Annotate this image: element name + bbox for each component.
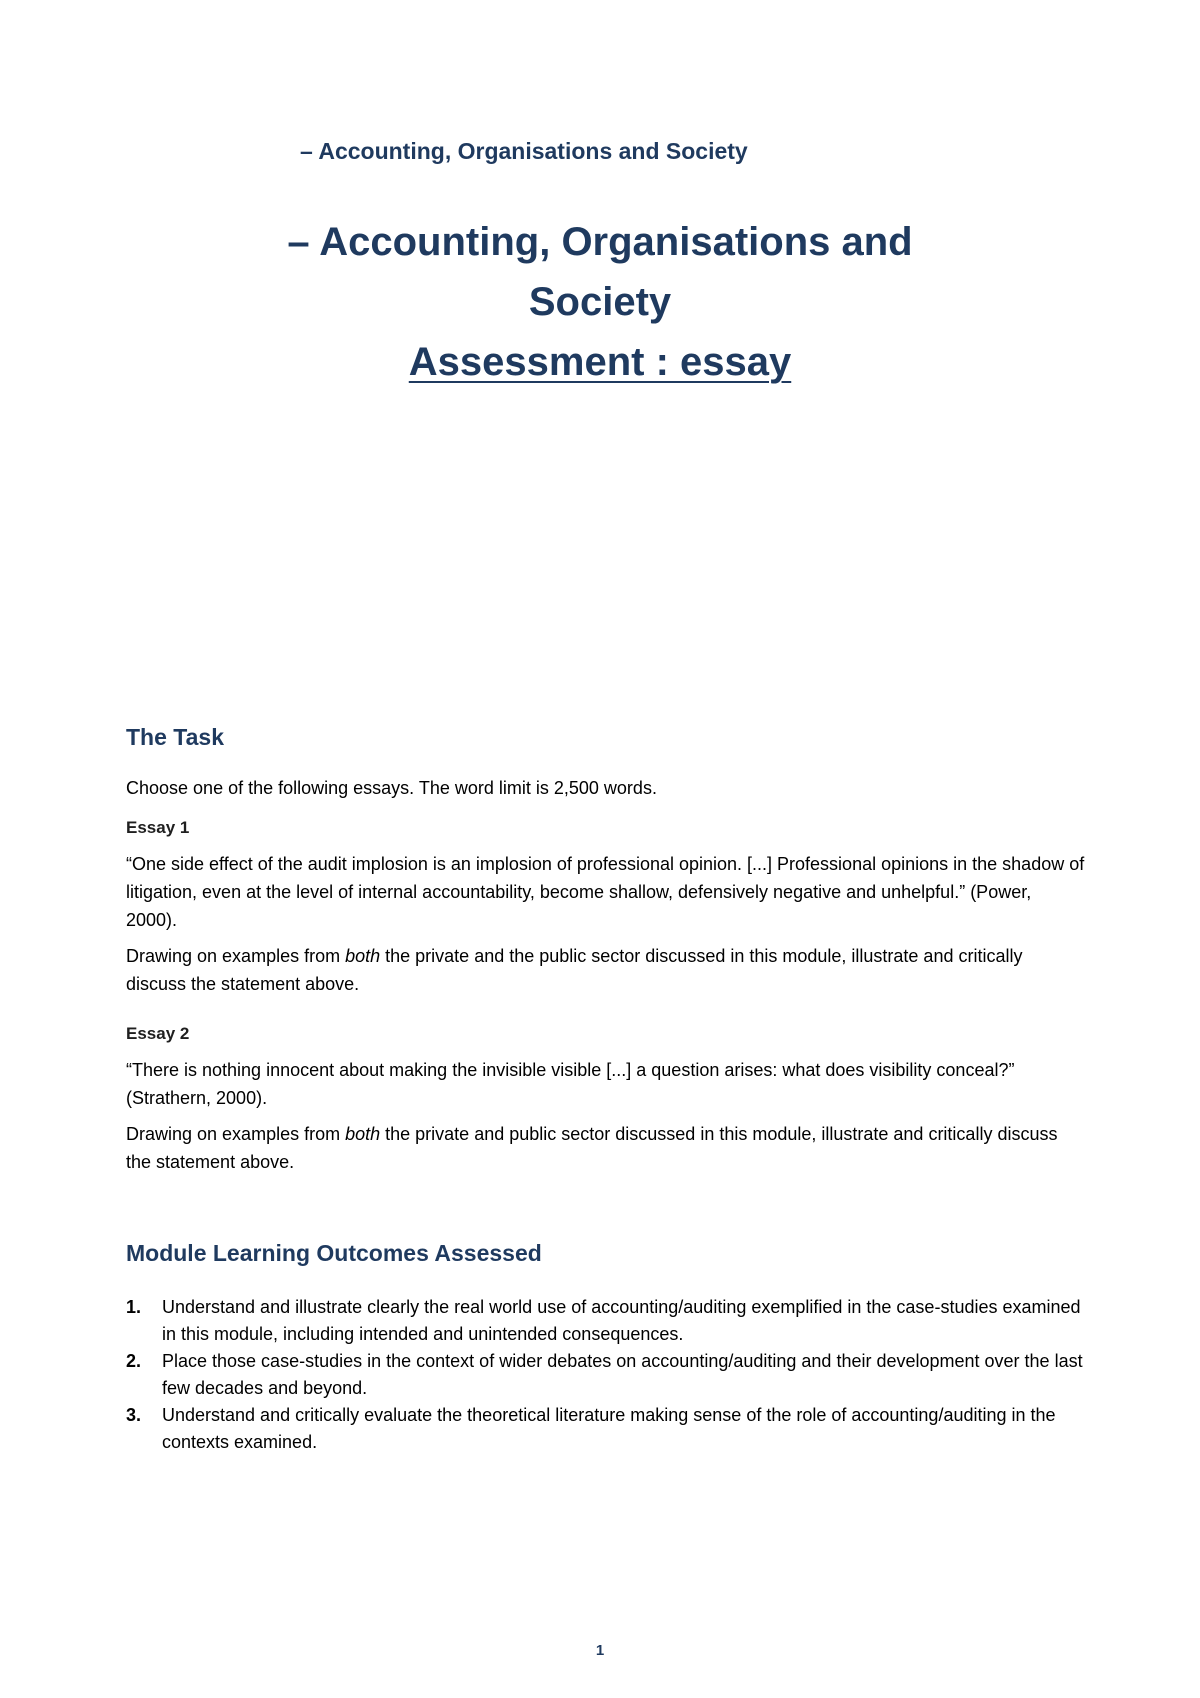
- assessment-subtitle: Assessment : essay: [408, 340, 792, 384]
- emphasis-both: both: [345, 946, 381, 966]
- title-line-2: Society: [528, 280, 672, 324]
- document-body: [126, 722, 1086, 1456]
- document-title: [0, 212, 1200, 392]
- title-line-1: – Accounting, Organisations and: [287, 220, 913, 264]
- essay-1-label: Essay 1: [126, 818, 190, 837]
- list-item-number: 3.: [126, 1405, 142, 1425]
- list-item: [126, 1294, 1086, 1348]
- list-item: [126, 1348, 1086, 1402]
- essay-2: [126, 1020, 1086, 1176]
- essay-1-quote: “One side effect of the audit implosion is an implosion of professional opinion. [...] Professional opinions in the shadow of litigation, even at the level of internal accountability, become shallow, defensively negative and unhelpful.” (Power, 2000).: [126, 854, 1085, 930]
- outcomes-list: [126, 1294, 1086, 1456]
- emphasis-both: both: [345, 1124, 381, 1144]
- list-item-text: Understand and critically evaluate the theoretical literature making sense of the role of accounting/auditing in the contexts examined.: [162, 1405, 1056, 1452]
- essay-1-instruction: Drawing on examples from both the private and the public sector discussed in this module, illustrate and critically discuss the statement above.: [126, 946, 1023, 994]
- list-item-text: Place those case-studies in the context of wider debates on accounting/auditing and their development over the last few decades and beyond.: [162, 1351, 1083, 1398]
- outcomes-heading: Module Learning Outcomes Assessed: [126, 1240, 542, 1266]
- running-header: – Accounting, Organisations and Society: [300, 138, 748, 164]
- essay-2-instruction: Drawing on examples from both the private and public sector discussed in this module, illustrate and critically discuss the statement above.: [126, 1124, 1058, 1172]
- list-item-number: 1.: [126, 1297, 142, 1317]
- essay-1: [126, 814, 1086, 998]
- essay-2-label: Essay 2: [126, 1024, 190, 1043]
- task-heading: The Task: [126, 724, 224, 750]
- title-line-3: [0, 332, 1200, 392]
- essay-2-quote: “There is nothing innocent about making the invisible visible [...] a question arises: what does visibility conceal?” (Strathern, 2000).: [126, 1060, 1015, 1108]
- list-item: [126, 1402, 1086, 1456]
- list-item-number: 2.: [126, 1351, 142, 1371]
- page-number: 1: [595, 1642, 605, 1659]
- list-item-text: Understand and illustrate clearly the real world use of accounting/auditing exemplified in the case-studies examined in this module, including intended and unintended consequences.: [162, 1297, 1081, 1344]
- task-intro: Choose one of the following essays. The word limit is 2,500 words.: [126, 778, 657, 798]
